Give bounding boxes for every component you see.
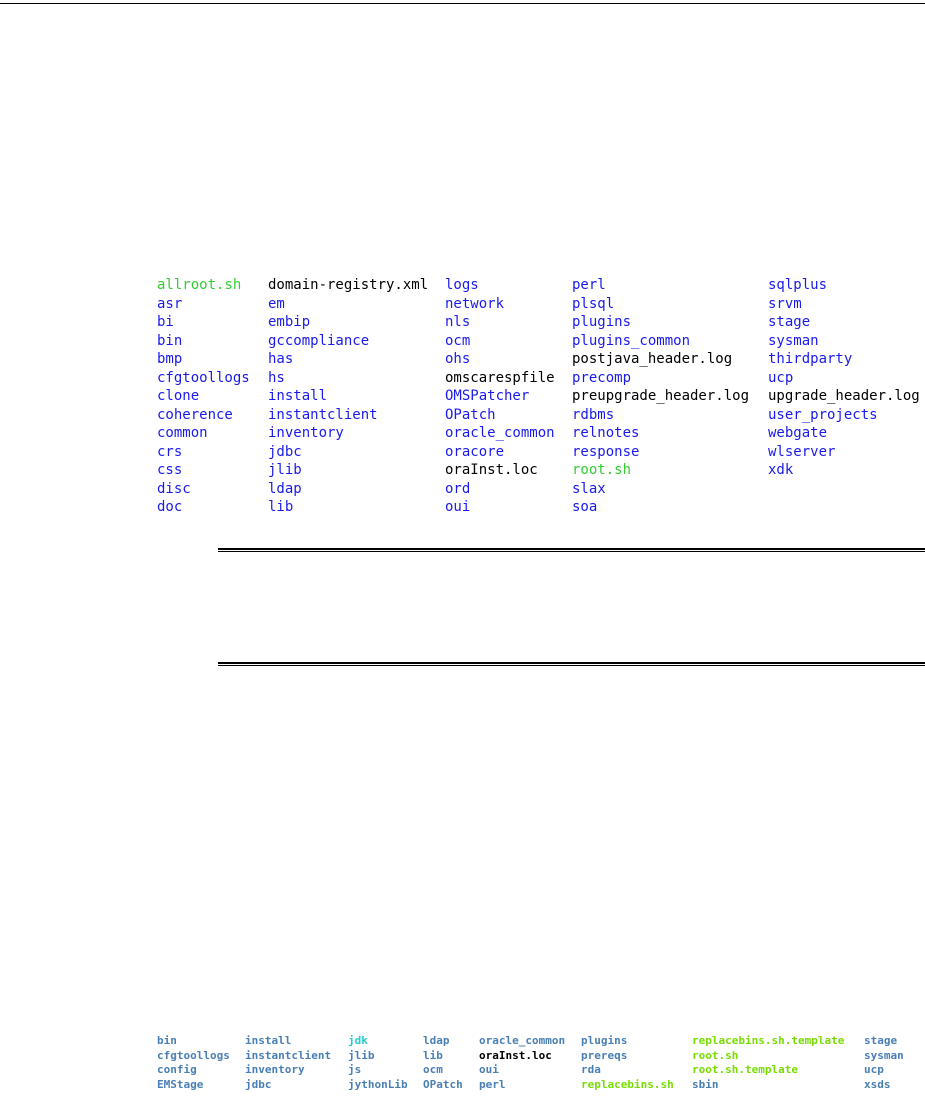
listing-entry: precomp: [572, 369, 632, 386]
listing-entry: jythonLib: [348, 1077, 408, 1091]
listing-entry: embip: [268, 314, 311, 330]
listing-column: [157, 1034, 230, 1092]
listing-entry: xsds: [864, 1077, 891, 1091]
listing-entry: postjava_header.log: [572, 351, 733, 367]
listing-entry: instantclient: [245, 1048, 332, 1062]
listing-entry: oui: [445, 499, 471, 515]
listing-column: [157, 276, 250, 517]
listing-entry: jdk: [348, 1034, 368, 1047]
listing-entry: perl: [479, 1077, 506, 1091]
listing-entry: domain-registry.xml: [268, 277, 429, 293]
listing-entry: jlib: [268, 462, 302, 478]
listing-entry: prereqs: [581, 1048, 628, 1062]
listing-entry: root.sh.template: [692, 1063, 798, 1076]
listing-entry: jdbc: [268, 443, 302, 460]
listing-entry: response: [572, 443, 640, 460]
listing-entry: oracle_common: [479, 1034, 566, 1047]
listing-entry: em: [268, 295, 285, 312]
listing-entry: oui: [479, 1063, 499, 1076]
listing-entry: sysman: [768, 332, 819, 349]
listing-entry: jlib: [348, 1048, 375, 1062]
listing-entry: ocm: [445, 332, 471, 349]
listing-entry: replacebins.sh: [581, 1077, 674, 1091]
listing-entry: sqlplus: [768, 277, 828, 293]
listing-entry: preupgrade_header.log: [572, 388, 750, 404]
listing-entry: plugins_common: [572, 332, 691, 349]
listing-entry: sysman: [864, 1048, 904, 1062]
listing-entry: install: [245, 1034, 292, 1047]
listing-entry: stage: [864, 1034, 898, 1047]
listing-entry: plugins: [581, 1034, 628, 1047]
listing-entry: perl: [572, 277, 606, 293]
listing-entry: rdbms: [572, 406, 615, 423]
listing-entry: stage: [768, 314, 811, 330]
listing-entry: soa: [572, 499, 598, 515]
listing-entry: inventory: [245, 1063, 305, 1076]
listing-entry: omscarespfile: [445, 369, 555, 386]
listing-entry: bin: [157, 1034, 177, 1047]
listing-entry: lib: [423, 1048, 443, 1062]
listing-entry: jdbc: [245, 1077, 272, 1091]
listing-entry: bmp: [157, 351, 183, 367]
listing-column: [268, 276, 428, 517]
listing-entry: xdk: [768, 462, 794, 478]
listing-entry: rda: [581, 1063, 601, 1076]
note-top-rule: [218, 548, 925, 552]
listing-column: [581, 1034, 674, 1092]
listing-column: [692, 1034, 844, 1092]
listing-column: [445, 276, 555, 517]
listing-entry: bi: [157, 314, 174, 330]
listing-entry: js: [348, 1063, 362, 1076]
listing-entry: plugins: [572, 314, 632, 330]
listing-entry: ocm: [423, 1063, 443, 1076]
listing-entry: lib: [268, 499, 294, 515]
listing-column: [423, 1034, 463, 1092]
listing-entry: has: [268, 351, 294, 367]
listing-entry: crs: [157, 443, 183, 460]
directory-listing-agent: [157, 1026, 925, 1091]
listing-entry: network: [445, 295, 505, 312]
listing-column: [348, 1034, 408, 1092]
listing-entry: doc: [157, 499, 183, 515]
listing-entry: common: [157, 425, 208, 441]
listing-entry: thirdparty: [768, 351, 853, 367]
listing-entry: oraInst.loc: [445, 462, 538, 478]
listing-entry: relnotes: [572, 425, 640, 441]
listing-entry: root.sh: [692, 1048, 739, 1062]
listing-entry: srvm: [768, 295, 802, 312]
listing-entry: logs: [445, 277, 479, 293]
listing-entry: oracore: [445, 443, 505, 460]
listing-entry: oraInst.loc: [479, 1048, 552, 1062]
listing-entry: hs: [268, 369, 285, 386]
listing-entry: ohs: [445, 351, 471, 367]
listing-entry: slax: [572, 480, 606, 497]
listing-entry: allroot.sh: [157, 277, 242, 293]
listing-entry: oracle_common: [445, 425, 555, 441]
listing-column: [572, 276, 749, 517]
listing-column: [864, 1034, 904, 1092]
listing-entry: gccompliance: [268, 332, 370, 349]
listing-entry: webgate: [768, 425, 828, 441]
listing-entry: coherence: [157, 406, 233, 423]
listing-entry: wlserver: [768, 443, 836, 460]
listing-entry: OMSPatcher: [445, 388, 530, 404]
listing-column: [245, 1034, 331, 1092]
listing-column: [768, 276, 920, 480]
top-rule: [0, 3, 925, 4]
listing-entry: ldap: [268, 480, 302, 497]
listing-entry: upgrade_header.log: [768, 388, 920, 404]
listing-entry: plsql: [572, 295, 615, 312]
listing-entry: OPatch: [423, 1077, 463, 1091]
listing-entry: disc: [157, 480, 191, 497]
listing-entry: instantclient: [268, 406, 378, 423]
listing-entry: bin: [157, 332, 183, 349]
listing-entry: css: [157, 462, 183, 478]
listing-entry: replacebins.sh.template: [692, 1034, 845, 1047]
listing-entry: ord: [445, 480, 471, 497]
listing-entry: OPatch: [445, 406, 496, 423]
listing-entry: cfgtoollogs: [157, 369, 250, 386]
listing-entry: EMStage: [157, 1077, 204, 1091]
note-bottom-rule: [218, 662, 925, 666]
listing-entry: inventory: [268, 425, 344, 441]
listing-entry: nls: [445, 314, 471, 330]
listing-entry: ucp: [768, 369, 794, 386]
listing-entry: clone: [157, 388, 200, 404]
listing-entry: user_projects: [768, 406, 878, 423]
listing-entry: ucp: [864, 1063, 884, 1076]
listing-entry: root.sh: [572, 462, 632, 478]
listing-entry: install: [268, 388, 328, 404]
listing-column: [479, 1034, 565, 1092]
listing-entry: ldap: [423, 1034, 450, 1047]
listing-entry: sbin: [692, 1077, 719, 1091]
listing-entry: config: [157, 1063, 197, 1076]
listing-entry: asr: [157, 295, 183, 312]
listing-entry: cfgtoollogs: [157, 1048, 230, 1062]
